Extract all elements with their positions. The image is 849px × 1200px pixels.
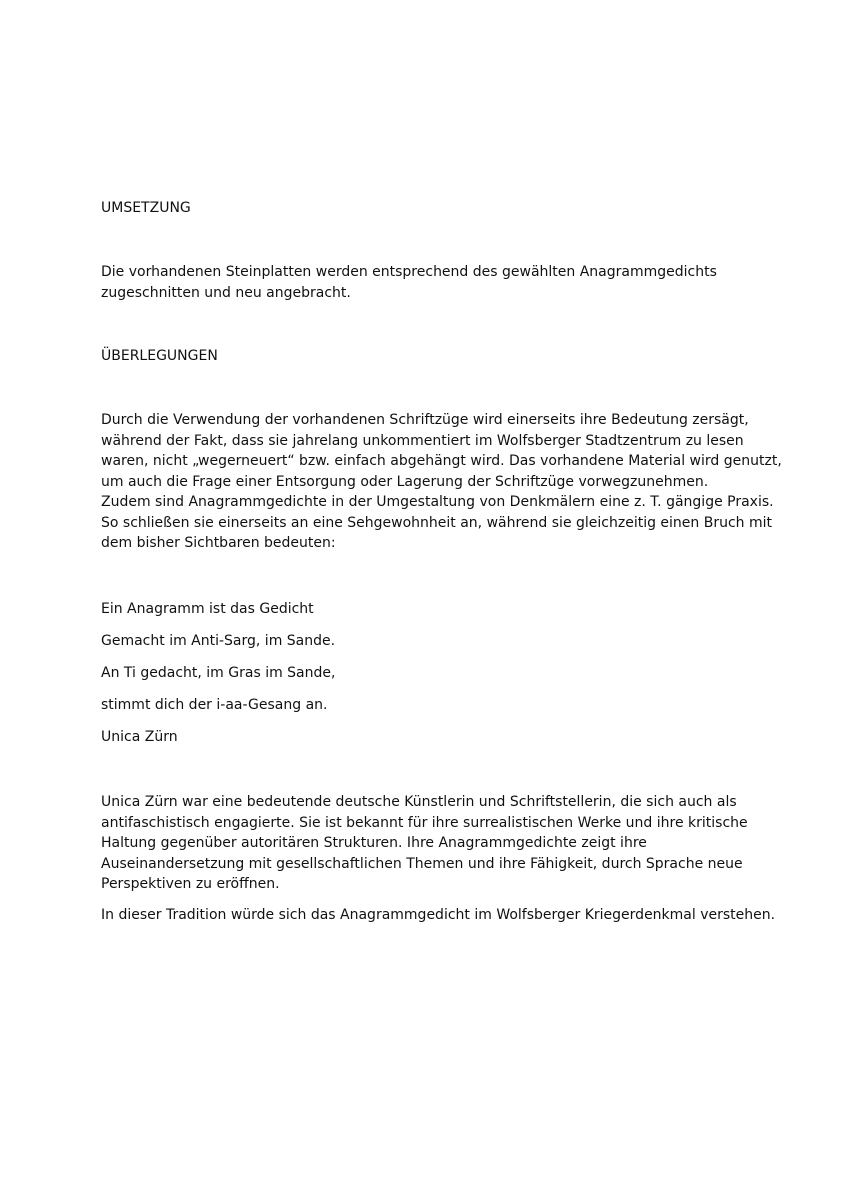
heading-ueberlegungen: ÜBERLEGUNGEN	[101, 348, 218, 364]
closing-line: In dieser Tradition würde sich das Anagrammgedicht im Wolfsberger Kriegerdenkmal verstehen.	[101, 907, 776, 923]
closing-sentence	[101, 905, 776, 926]
umsetzung-line: zugeschnitten und neu angebracht.	[101, 284, 351, 301]
poem-line: stimmt dich der i-aa-Gesang an.	[101, 697, 328, 713]
ueberlegungen-line: Durch die Verwendung der vorhandenen Schriftzüge wird einerseits ihre Bedeutung zersägt,	[101, 412, 749, 428]
ueberlegungen-line: dem bisher Sichtbaren bedeuten:	[101, 535, 336, 551]
ueberlegungen-line: So schließen sie einerseits an eine Sehgewohnheit an, während sie gleichzeitig einen Bruch mit	[101, 514, 773, 531]
ueberlegungen-paragraph	[101, 410, 782, 554]
ueberlegungen-line: Zudem sind Anagrammgedichte in der Umgestaltung von Denkmälern eine z. T. gängige Praxis.	[101, 494, 774, 510]
bio-line: Unica Zürn war eine bedeutende deutsche Künstlerin und Schriftstellerin, die sich auch als	[101, 794, 737, 810]
bio-line: Haltung gegenüber autoritären Strukturen. Ihre Anagrammgedichte zeigt ihre	[101, 835, 647, 851]
umsetzung-line: Die vorhandenen Steinplatten werden entsprechend des gewählten Anagrammgedichts	[101, 264, 717, 280]
poem-author: Unica Zürn	[101, 729, 178, 745]
umsetzung-paragraph	[101, 262, 761, 303]
bio-line: Auseinandersetzung mit gesellschaftlichen Themen und ihre Fähigkeit, durch Sprache neue	[101, 855, 743, 872]
heading-umsetzung: UMSETZUNG	[101, 200, 191, 216]
ueberlegungen-line: waren, nicht „wegerneuert“ bzw. einfach abgehängt wird. Das vorhandene Material wird genutzt,	[101, 453, 782, 469]
bio-line: Perspektiven zu eröffnen.	[101, 876, 280, 892]
ueberlegungen-line: um auch die Frage einer Entsorgung oder Lagerung der Schriftzüge vorwegzunehmen.	[101, 473, 709, 490]
bio-line: antifaschistisch engagierte. Sie ist bekannt für ihre surrealistischen Werke und ihre kritische	[101, 814, 748, 831]
poem-line: Gemacht im Anti-Sarg, im Sande.	[101, 633, 336, 649]
ueberlegungen-line: während der Fakt, dass sie jahrelang unkommentiert im Wolfsberger Stadtzentrum zu lesen	[101, 432, 744, 449]
poem-line: Ein Anagramm ist das Gedicht	[101, 601, 314, 617]
poem-line: An Ti gedacht, im Gras im Sande,	[101, 665, 336, 681]
bio-paragraph	[101, 792, 761, 895]
